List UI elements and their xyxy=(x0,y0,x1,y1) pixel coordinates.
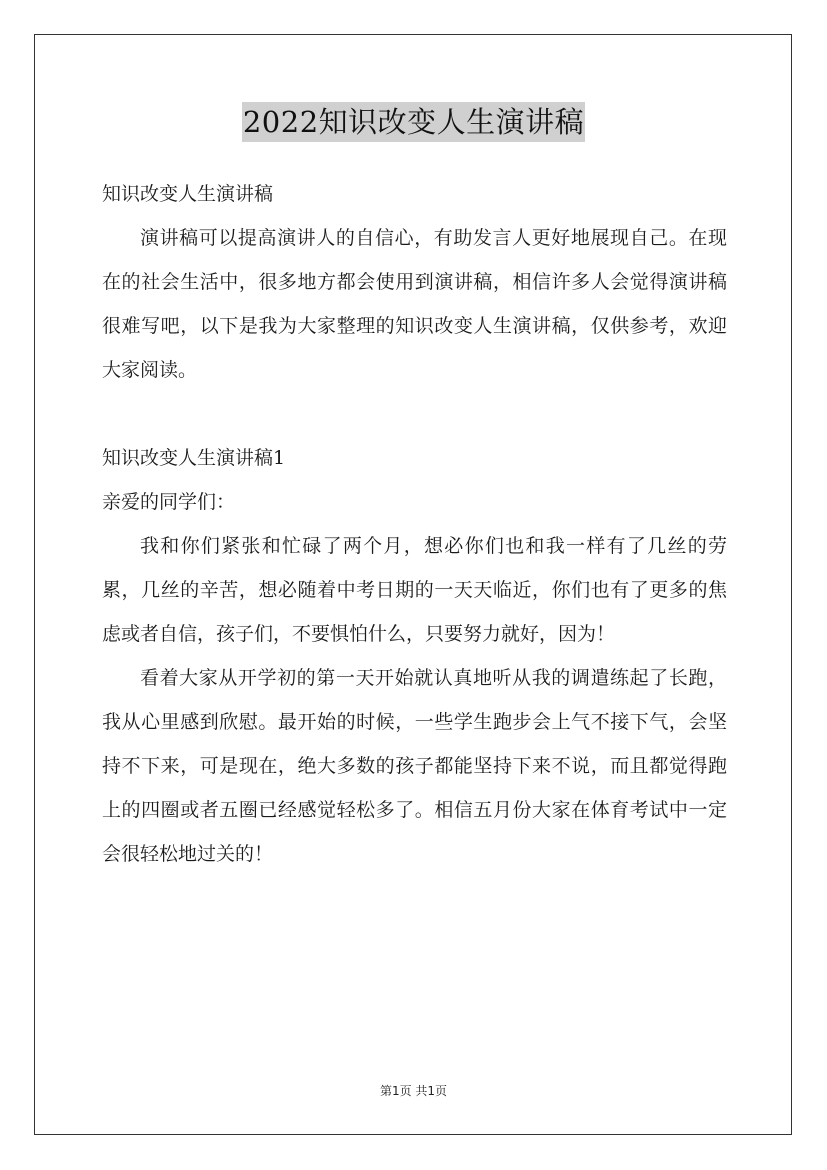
blank-line xyxy=(102,392,727,436)
document-body xyxy=(102,172,727,876)
document-title: 2022知识改变人生演讲稿 xyxy=(242,102,585,142)
intro-paragraph: 演讲稿可以提高演讲人的自信心，有助发言人更好地展现自己。在现在的社会生活中，很多地方都会使用到演讲稿，相信许多人会觉得演讲稿很难写吧，以下是我为大家整理的知识改变人生演讲稿，仅供参考，欢迎大家阅读。 xyxy=(102,227,727,381)
greeting: 亲爱的同学们： xyxy=(102,491,236,513)
section-heading: 知识改变人生演讲稿1 xyxy=(102,447,286,469)
title-container xyxy=(0,102,827,142)
subtitle: 知识改变人生演讲稿 xyxy=(102,183,274,205)
page-footer: 第1页 共1页 xyxy=(379,1084,448,1098)
body-paragraph-2: 看着大家从开学初的第一天开始就认真地听从我的调遣练起了长跑，我从心里感到欣慰。最开始的时候，一些学生跑步会上气不接下气，会坚持不下来，可是现在，绝大多数的孩子都能坚持下来不说，而且都觉得跑上的四圈或者五圈已经感觉轻松多了。相信五月份大家在体育考试中一定会很轻松地过关的！ xyxy=(102,667,727,865)
body-paragraph-1: 我和你们紧张和忙碌了两个月，想必你们也和我一样有了几丝的劳累，几丝的辛苦，想必随着中考日期的一天天临近，你们也有了更多的焦虑或者自信，孩子们，不要惧怕什么，只要努力就好，因为！ xyxy=(102,535,727,645)
